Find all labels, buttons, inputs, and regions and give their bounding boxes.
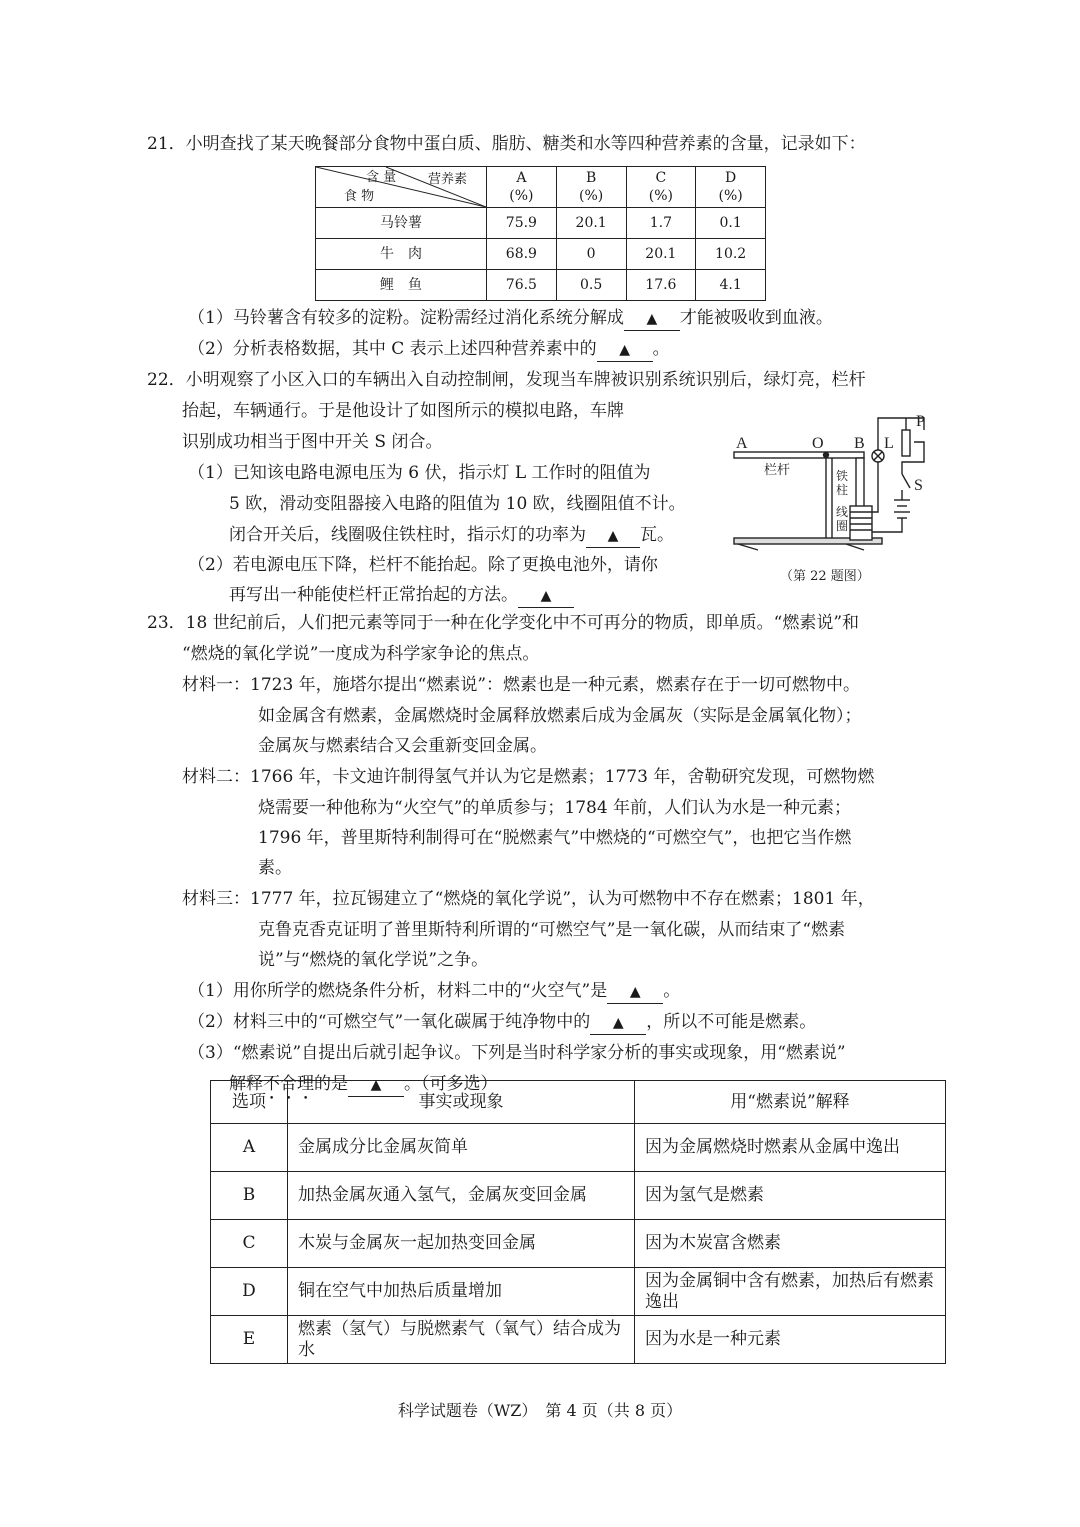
header-fact: 事实或现象: [288, 1081, 635, 1124]
q23-part2: （2）材料三中的“可燃空气”一氧化碳属于纯净物中的 ▲ ，所以不可能是燃素。: [188, 1007, 816, 1037]
food-cell: 鲤 鱼: [316, 270, 487, 301]
q23-part1: （1）用你所学的燃烧条件分析，材料二中的“火空气”是 ▲ 。: [188, 976, 680, 1006]
value-cell: 4.1: [696, 270, 766, 301]
material3-line1: 材料三：1777 年，拉瓦锡建立了“燃烧的氧化学说”，认为可燃物中不存在燃素；1801 年，: [182, 889, 875, 909]
answer-blank[interactable]: ▲: [607, 981, 663, 1004]
q23-line2: “燃烧的氧化学说”一度成为科学家争论的焦点。: [182, 644, 540, 664]
q21-part2: （2）分析表格数据，其中 C 表示上述四种营养素中的 ▲ 。: [188, 334, 670, 364]
option-cell: D: [211, 1268, 288, 1316]
label-a: A: [736, 435, 748, 452]
q22-part2-line2: 再写出一种能使栏杆正常抬起的方法。 ▲: [229, 580, 574, 610]
fact-cell: 金属成分比金属灰简单: [288, 1124, 635, 1172]
value-cell: 0: [556, 239, 626, 270]
label-s: S: [914, 477, 923, 494]
material2-line1: 材料二：1766 年，卡文迪许制得氢气并认为它是燃素；1773 年，舍勒研究发现，可燃物燃: [182, 767, 875, 787]
header-option: 选项: [211, 1081, 288, 1124]
table-row: [211, 1124, 946, 1172]
option-cell: B: [211, 1172, 288, 1220]
label-b: B: [854, 435, 865, 452]
page-footer: 科学试题卷（WZ） 第 4 页（共 8 页）: [397, 1401, 683, 1420]
col-b-header: B (%): [556, 167, 626, 208]
table-row: [211, 1268, 946, 1316]
head-content: 含 量: [366, 170, 397, 185]
col-c-header: C (%): [626, 167, 696, 208]
material1-line3: 金属灰与燃素结合又会重新变回金属。: [258, 736, 547, 756]
table-row: [316, 239, 766, 270]
value-cell: 1.7: [626, 208, 696, 239]
value-cell: 20.1: [626, 239, 696, 270]
value-cell: 17.6: [626, 270, 696, 301]
q22-part1-line1: （1）已知该电路电源电压为 6 伏，指示灯 L 工作时的阻值为: [188, 463, 651, 483]
answer-blank[interactable]: ▲: [590, 1012, 646, 1035]
pivot: [824, 453, 829, 458]
material2-line4: 素。: [258, 858, 292, 878]
answer-blank[interactable]: ▲: [518, 585, 574, 608]
q23-line1: 23．18 世纪前后，人们把元素等同于一种在化学变化中不可再分的物质，即单质。“燃素说”和: [147, 613, 860, 633]
nutrient-table-corner: [316, 167, 487, 208]
explanation-cell: 因为金属燃烧时燃素从金属中逸出: [635, 1124, 946, 1172]
value-cell: 20.1: [556, 208, 626, 239]
answer-blank[interactable]: ▲: [624, 308, 680, 331]
label-l: L: [884, 435, 894, 452]
food-cell: 牛 肉: [316, 239, 487, 270]
table-row: [316, 270, 766, 301]
barrier-bar: [734, 452, 864, 458]
value-cell: 10.2: [696, 239, 766, 270]
option-cell: E: [211, 1316, 288, 1364]
q22-part1-line3: 闭合开关后，线圈吸住铁柱时，指示灯的功率为 ▲ 瓦。: [229, 520, 674, 550]
label-coil-2: 圈: [836, 519, 849, 533]
q23-part3-line1: （3）“燃素说”自提出后就引起争议。下列是当时科学家分析的事实或现象，用“燃素说”: [188, 1043, 846, 1063]
answer-blank[interactable]: ▲: [348, 1074, 404, 1097]
fact-cell: 铜在空气中加热后质量增加: [288, 1268, 635, 1316]
fact-cell: 木炭与金属灰一起加热变回金属: [288, 1220, 635, 1268]
q22-part1-line2: 5 欧，滑动变阻器接入电路的阻值为 10 欧，线圈阻值不计。: [229, 494, 686, 514]
head-nutrient: 营养素: [428, 172, 468, 187]
q22-part2-line1: （2）若电源电压下降，栏杆不能抬起。除了更换电池外，请你: [188, 555, 658, 575]
figure-caption: （第 22 题图）: [780, 569, 870, 584]
answer-blank[interactable]: ▲: [597, 339, 653, 362]
value-cell: 0.1: [696, 208, 766, 239]
material1-line2: 如金属含有燃素，金属燃烧时金属释放燃素后成为金属灰（实际是金属氧化物）；: [258, 706, 862, 726]
explanation-cell: 因为金属铜中含有燃素，加热后有燃素逸出: [635, 1268, 946, 1316]
table-row: [211, 1220, 946, 1268]
col-a-header: A (%): [487, 167, 557, 208]
table-row: [211, 1316, 946, 1364]
q22-line2: 抬起，车辆通行。于是他设计了如图所示的模拟电路，车牌: [182, 401, 624, 421]
material1-line1: 材料一：1723 年，施塔尔提出“燃素说”：燃素也是一种元素，燃素存在于一切可燃物中。: [182, 675, 861, 695]
explanation-cell: 因为氢气是燃素: [635, 1172, 946, 1220]
q21-part1: （1）马铃薯含有较多的淀粉。淀粉需经过消化系统分解成 ▲ 才能被吸收到血液。: [188, 303, 833, 333]
nutrient-table: [315, 166, 766, 301]
material3-line2: 克鲁克香克证明了普里斯特利所谓的“可燃空气”是一氧化碳，从而结束了“燃素: [258, 920, 846, 940]
option-cell: A: [211, 1124, 288, 1172]
coil: [850, 506, 872, 540]
value-cell: 0.5: [556, 270, 626, 301]
label-p: P: [916, 413, 925, 430]
label-o: O: [812, 435, 824, 452]
q23-part3-line2: 解释不合理的是 ▲ 。（可多选）: [229, 1069, 498, 1104]
head-food: 食 物: [344, 189, 375, 204]
label-coil-1: 线: [836, 505, 849, 519]
combustion-options-table: [210, 1080, 946, 1364]
material2-line2: 烧需要一种他称为“火空气”的单质参与；1784 年前，人们认为水是一种元素；: [258, 798, 852, 818]
header-explanation: 用“燃素说”解释: [635, 1081, 946, 1124]
label-bar: 栏杆: [764, 462, 791, 477]
barrier-circuit-figure: [728, 408, 948, 588]
q22-line3: 识别成功相当于图中开关 S 闭合。: [182, 432, 443, 452]
table-row: [316, 208, 766, 239]
value-cell: 76.5: [487, 270, 557, 301]
material2-line3: 1796 年，普里斯特利制得可在“脱燃素气”中燃烧的“可燃空气”，也把它当作燃: [258, 828, 852, 848]
fact-cell: 燃素（氢气）与脱燃素气（氧气）结合成为水: [288, 1316, 635, 1364]
explanation-cell: 因为木炭富含燃素: [635, 1220, 946, 1268]
food-cell: 马铃薯: [316, 208, 487, 239]
answer-blank[interactable]: ▲: [586, 525, 640, 548]
value-cell: 75.9: [487, 208, 557, 239]
switch: [902, 474, 910, 488]
fact-cell: 加热金属灰通入氢气，金属灰变回金属: [288, 1172, 635, 1220]
option-cell: C: [211, 1220, 288, 1268]
q22-line1: 22．小明观察了小区入口的车辆出入自动控制闸，发现当车牌被识别系统识别后，绿灯亮，栏杆: [147, 370, 866, 390]
material3-line3: 说”与“燃烧的氧化学说”之争。: [258, 950, 489, 970]
table-row: [211, 1172, 946, 1220]
explanation-cell: 因为水是一种元素: [635, 1316, 946, 1364]
value-cell: 68.9: [487, 239, 557, 270]
q21-stem: 21．小明查找了某天晚餐部分食物中蛋白质、脂肪、糖类和水等四种营养素的含量，记录如下：: [147, 134, 866, 154]
label-iron-2: 柱: [836, 483, 849, 497]
emphasized-text: 不合理: [263, 1074, 314, 1094]
rheostat: [902, 430, 910, 456]
col-d-header: D (%): [696, 167, 766, 208]
label-iron-1: 铁: [836, 469, 849, 483]
